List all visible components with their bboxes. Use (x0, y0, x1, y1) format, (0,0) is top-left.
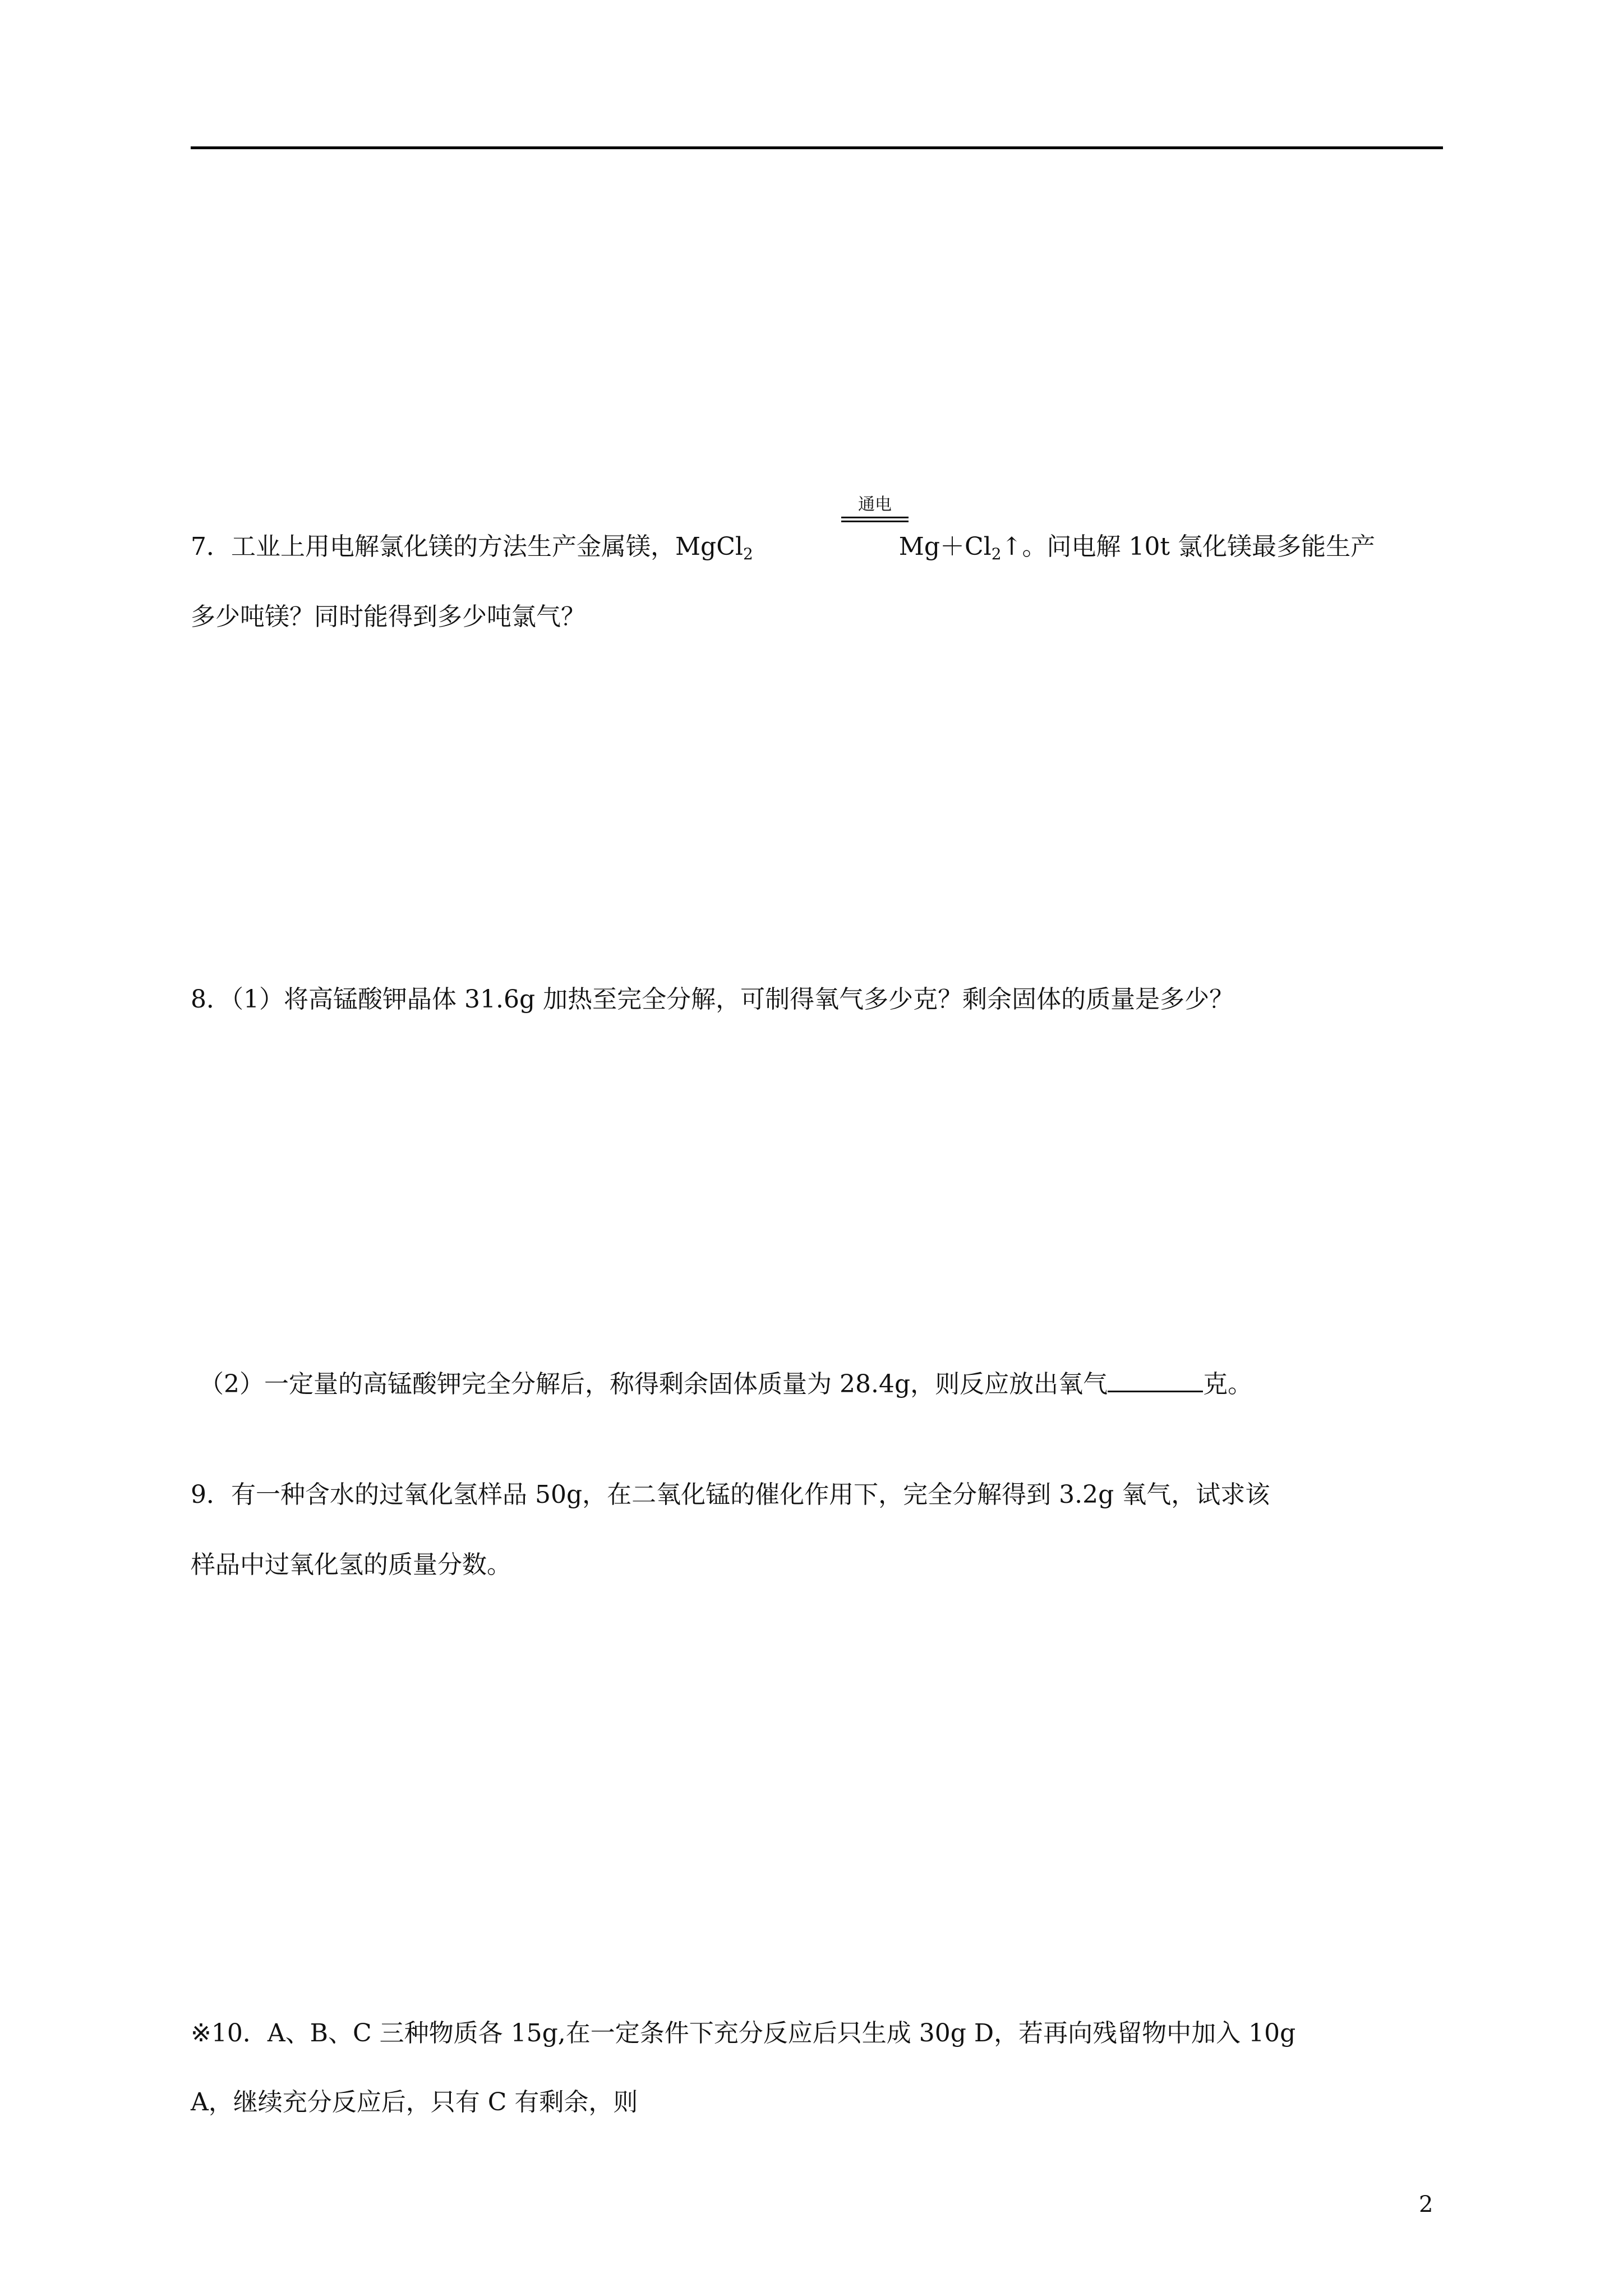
question-9-line-1: 9．有一种含水的过氧化氢样品 50g，在二氧化锰的催化作用下，完全分解得到 3.2g 氧气，试求该 (191, 1480, 1270, 1509)
answer-blank[interactable] (1108, 1369, 1203, 1392)
product-subscript: 2 (991, 545, 1002, 563)
question-7-text-start: 工业上用电解氯化镁的方法生产金属镁，MgCl (231, 532, 743, 561)
page-number: 2 (1419, 2192, 1433, 2217)
question-9-line-2: 样品中过氧化氢的质量分数。 (191, 1550, 511, 1579)
question-8-part-1: 8．（1）将高锰酸钾晶体 31.6g 加热至完全分解，可制得氧气多少克？剩余固体的质量是多少？ (191, 985, 1234, 1014)
reaction-equals-bar-bottom (841, 521, 909, 522)
question-7-line-2: 多少吨镁？同时能得到多少吨氯气？ (191, 602, 585, 631)
question-7-text-end: ↑。问电解 10t 氯化镁最多能生产 (1001, 532, 1376, 561)
question-8-part-2-unit: 克。 (1203, 1370, 1253, 1398)
question-8-part-2-text: （2）一定量的高锰酸钾完全分解后，称得剩余固体质量为 28.4g，则反应放出氧气 (199, 1370, 1108, 1398)
reactant-subscript: 2 (743, 545, 753, 563)
question-7-number: 7． (191, 532, 231, 561)
question-10-line-1: ※10．A、B、C 三种物质各 15g,在一定条件下充分反应后只生成 30g D，若再向残留物中加入 10g (191, 2019, 1296, 2047)
reaction-condition: 通电 (858, 495, 892, 514)
header-rule (191, 146, 1443, 149)
product-formula: Mg＋Cl (898, 532, 992, 561)
question-10-line-2: A，继续充分反应后，只有 C 有剩余，则 (191, 2088, 638, 2116)
question-7-line-1 (191, 530, 1443, 564)
question-8-part-2 (199, 1368, 1252, 1401)
reaction-equals-bar-top (841, 517, 909, 518)
